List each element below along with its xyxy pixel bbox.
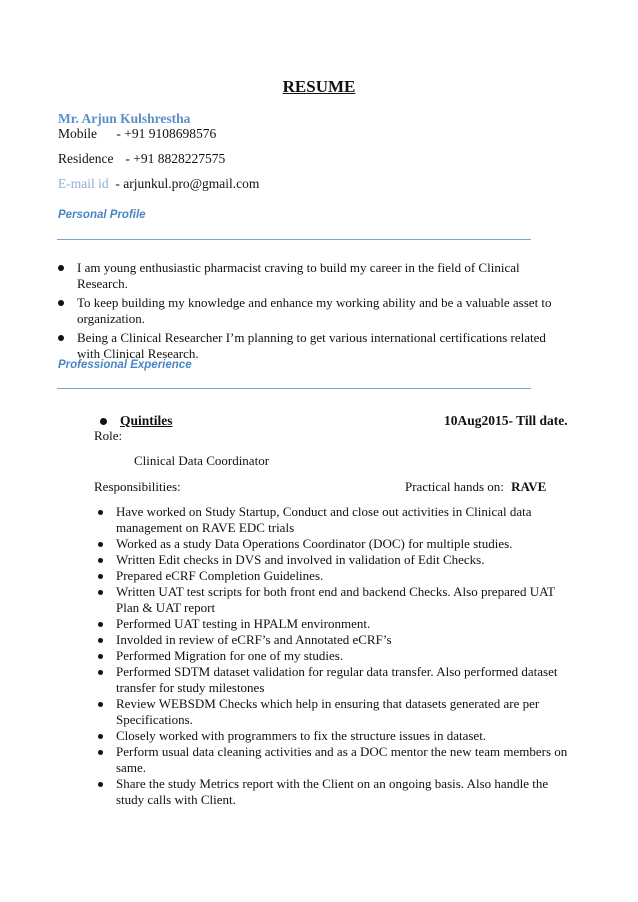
list-item: Being a Clinical Researcher I’m planning to get various international certifications related with Clinical Research. [77, 330, 567, 362]
mobile-value: - +91 9108698576 [116, 126, 217, 141]
hands-on-value: RAVE [511, 479, 547, 494]
role-value: Clinical Data Coordinator [134, 453, 270, 468]
employment-dates: 10Aug2015- Till date. [444, 413, 568, 428]
list-item: To keep building my knowledge and enhance my working ability and be a valuable asset to organization. [77, 295, 567, 327]
bullet-icon [98, 734, 103, 739]
section-divider [57, 388, 531, 389]
bullet-icon [98, 542, 103, 547]
bullet-icon [98, 782, 103, 787]
bullet-icon [100, 418, 107, 425]
bullet-icon [98, 590, 103, 595]
candidate-name: Mr. Arjun Kulshrestha [58, 111, 191, 126]
bullet-icon [98, 654, 103, 659]
list-item: Perform usual data cleaning activities and as a DOC mentor the new team members on same. [116, 744, 568, 776]
residence-row [58, 151, 225, 167]
hands-on-label: Practical hands on: [405, 479, 504, 494]
list-item: Performed UAT testing in HPALM environment. [116, 616, 568, 632]
bullet-icon [98, 750, 103, 755]
list-item: I am young enthusiastic pharmacist craving to build my career in the field of Clinical Research. [77, 260, 567, 292]
company-name: Quintiles [120, 413, 173, 428]
section-divider [57, 239, 531, 240]
list-item: Worked as a study Data Operations Coordinator (DOC) for multiple studies. [116, 536, 568, 552]
list-item: Written Edit checks in DVS and involved in validation of Edit Checks. [116, 552, 568, 568]
page-title: RESUME [282, 77, 356, 96]
list-item: Closely worked with programmers to fix the structure issues in dataset. [116, 728, 568, 744]
professional-experience-heading: Professional Experience [58, 359, 192, 371]
bullet-icon [98, 670, 103, 675]
list-item: Review WEBSDM Checks which help in ensuring that datasets generated are per Specifications. [116, 696, 568, 728]
email-value[interactable]: - arjunkul.pro@gmail.com [115, 176, 260, 191]
bullet-icon [98, 510, 103, 515]
role-label: Role: [94, 428, 123, 443]
list-item: Share the study Metrics report with the Client on an ongoing basis. Also handle the study calls with Client. [116, 776, 568, 808]
list-item: Performed Migration for one of my studies. [116, 648, 568, 664]
list-item: Performed SDTM dataset validation for regular data transfer. Also performed dataset transfer for study milestones [116, 664, 568, 696]
bullet-icon [98, 702, 103, 707]
list-item: Involded in review of eCRF’s and Annotated eCRF’s [116, 632, 568, 648]
hands-on-row [405, 479, 546, 495]
list-item: Have worked on Study Startup, Conduct and close out activities in Clinical data management on RAVE EDC trials [116, 504, 568, 536]
mobile-label: Mobile [58, 126, 97, 141]
email-label: E-mail id [58, 176, 109, 191]
residence-label: Residence [58, 151, 114, 166]
email-row [58, 176, 259, 192]
personal-profile-list [77, 260, 567, 365]
mobile-row [58, 126, 216, 142]
bullet-icon [98, 558, 103, 563]
list-item: Written UAT test scripts for both front end and backend Checks. Also prepared UAT Plan & UAT report [116, 584, 568, 616]
responsibilities-label: Responsibilities: [94, 479, 181, 494]
bullet-icon [58, 335, 64, 341]
personal-profile-heading: Personal Profile [58, 209, 146, 221]
bullet-icon [98, 622, 103, 627]
bullet-icon [58, 300, 64, 306]
bullet-icon [58, 265, 64, 271]
bullet-icon [98, 574, 103, 579]
bullet-icon [98, 638, 103, 643]
list-item: Prepared eCRF Completion Guidelines. [116, 568, 568, 584]
responsibilities-list [116, 504, 568, 808]
residence-value: - +91 8828227575 [125, 151, 226, 166]
